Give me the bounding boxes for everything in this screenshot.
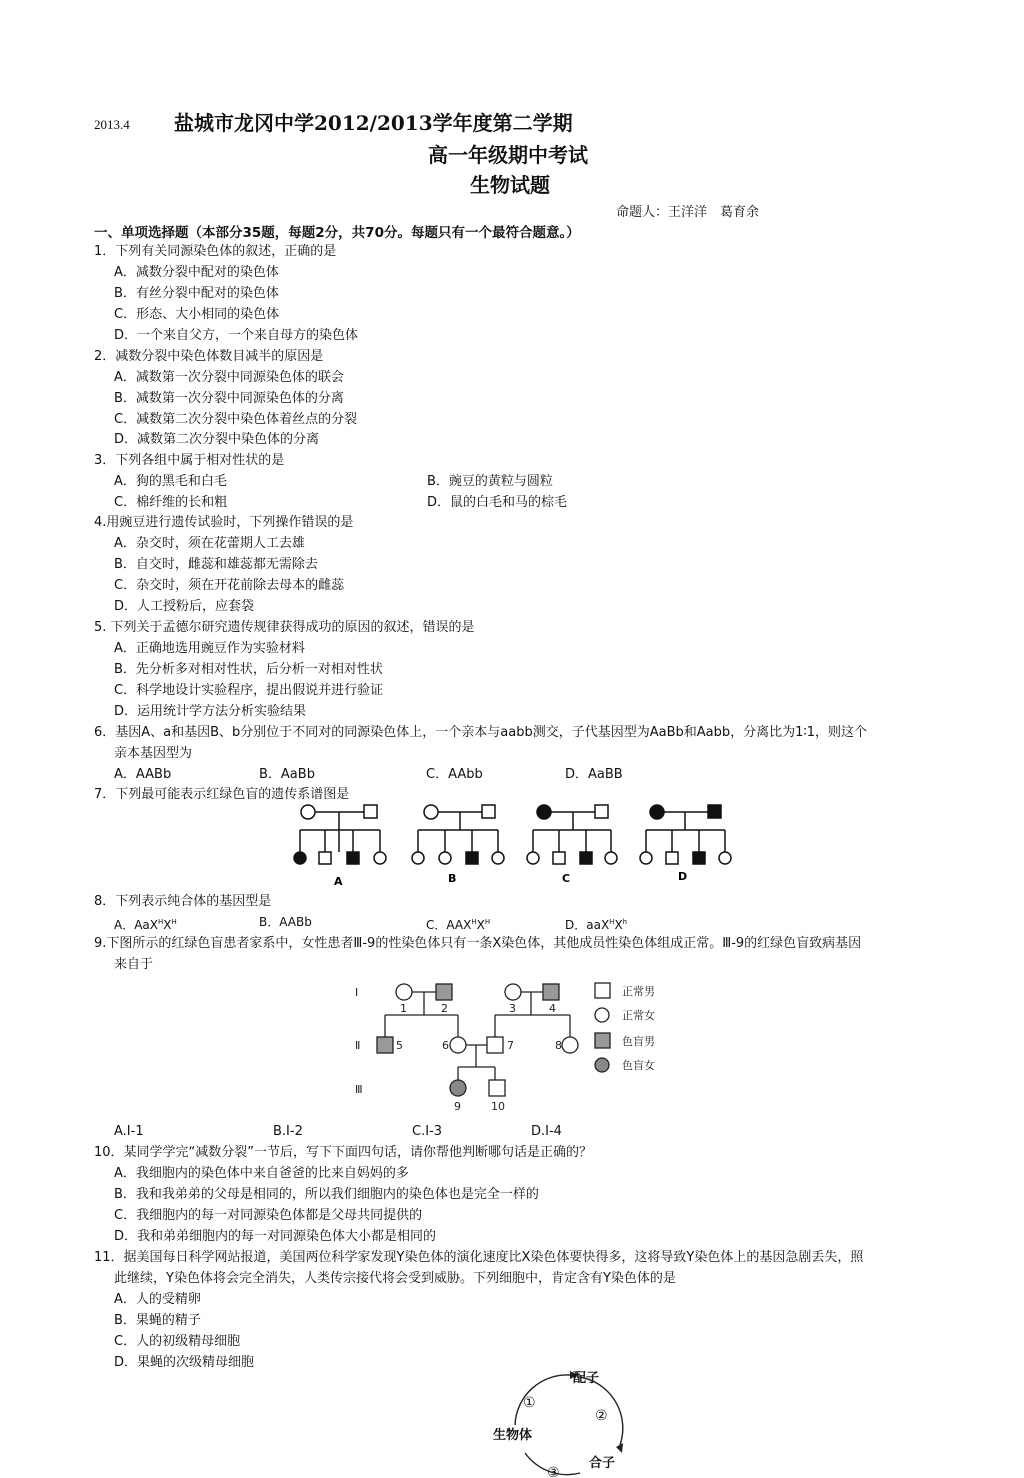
question-5-stem: 5. 下列关于孟德尔研究遗传规律获得成功的原因的叙述，错误的是 — [94, 620, 475, 635]
question-5-option-b: B．先分析多对相对性状，后分析一对相对性状 — [114, 662, 383, 677]
organism-label: 生物体 — [493, 1428, 533, 1443]
question-3-option-d: D．鼠的白毛和马的棕毛 — [427, 495, 568, 510]
num-9: 9 — [454, 1100, 461, 1113]
question-10-option-b: B．我和我弟弟的父母是相同的，所以我们细胞内的染色体也是完全一样的 — [114, 1187, 539, 1202]
question-3-option-c: C．棉纤维的长和粗 — [114, 495, 228, 510]
color-blindness-pedigree — [350, 975, 690, 1117]
member-6 — [450, 1037, 466, 1053]
pedigree-d — [640, 805, 731, 864]
gen-label-3: Ⅲ — [355, 1083, 363, 1096]
step-2-label: ② — [595, 1408, 608, 1424]
pedigree-label-a: A — [334, 875, 343, 888]
question-8-option-a: A．$AaX^HX^H$ — [114, 918, 177, 932]
gen-label-1: Ⅰ — [355, 986, 359, 999]
question-6-stem: 6．基因A、a和基因B、b分别位于不同对的同源染色体上，一个亲本与aabb测交，子代基因型为AaBb和Aabb，分离比为1∶1，则这个 — [94, 725, 868, 740]
question-7-stem: 7．下列最可能表示红绿色盲的遗传系谱图是 — [94, 787, 350, 802]
question-6-stem-cont: 亲本基因型为 — [114, 746, 193, 761]
member-2 — [436, 984, 452, 1000]
question-11-option-c: C．人的初级精母细胞 — [114, 1334, 241, 1349]
pedigree-options-figure — [285, 800, 745, 890]
question-9-option-a: A.Ⅰ-1 — [114, 1124, 144, 1139]
school-title: 盐城市龙冈中学2012/2013学年度第二学期 — [174, 111, 573, 135]
question-6-option-c: C．AAbb — [426, 767, 483, 782]
authors: 命题人：王洋洋 葛育余 — [616, 205, 760, 220]
pedigree-label-c: C — [562, 872, 571, 885]
member-8 — [562, 1037, 578, 1053]
member-4 — [543, 984, 559, 1000]
member-9 — [450, 1080, 466, 1096]
pedigree-label-d: D — [678, 870, 688, 883]
num-5: 5 — [396, 1039, 403, 1052]
question-9-option-d: D.Ⅰ-4 — [531, 1124, 562, 1139]
question-10-stem: 10．某同学学完“减数分裂”一节后，写下下面四句话，请你帮他判断哪句话是正确的？ — [94, 1145, 593, 1160]
question-5-option-c: C．科学地设计实验程序，提出假说并进行验证 — [114, 683, 384, 698]
question-11-option-a: A．人的受精卵 — [114, 1292, 201, 1307]
question-10-option-d: D．我和弟弟细胞内的每一对同源染色体大小都是相同的 — [114, 1229, 437, 1244]
question-4-option-d: D．人工授粉后，应套袋 — [114, 599, 255, 614]
question-2-option-c: C．减数第二次分裂中染色体着丝点的分裂 — [114, 412, 358, 427]
question-3-option-a: A．狗的黑毛和白毛 — [114, 474, 227, 489]
question-2-stem: 2．减数分裂中染色体数目减半的原因是 — [94, 349, 324, 364]
exam-title: 高一年级期中考试 — [428, 143, 588, 167]
section-heading: 一、单项选择题（本部分35题，每题2分，共70分。每题只有一个最符合题意。） — [94, 225, 580, 241]
question-11-option-b: B．果蝇的精子 — [114, 1313, 201, 1328]
pedigree-c — [527, 805, 617, 864]
member-1 — [396, 984, 412, 1000]
question-4-option-a: A．杂交时，须在花蕾期人工去雄 — [114, 536, 305, 551]
legend-normal-female: 正常女 — [622, 1009, 655, 1022]
question-2-option-b: B．减数第一次分裂中同源染色体的分离 — [114, 391, 344, 406]
member-10 — [489, 1080, 505, 1096]
num-3: 3 — [509, 1002, 516, 1015]
zygote-label: 合子 — [589, 1456, 616, 1471]
life-cycle-diagram — [485, 1365, 645, 1478]
question-11-stem-cont: 此继续，Y染色体将会完全消失，人类传宗接代将会受到威胁。下列细胞中，肯定含有Y染色体的是 — [114, 1271, 676, 1286]
member-3 — [505, 984, 521, 1000]
question-1-stem: 1．下列有关同源染色体的叙述，正确的是 — [94, 244, 337, 259]
question-2-option-a: A．减数第一次分裂中同源染色体的联会 — [114, 370, 344, 385]
num-6: 6 — [442, 1039, 449, 1052]
num-7: 7 — [507, 1039, 514, 1052]
gamete-label: 配子 — [573, 1371, 600, 1386]
legend-affected-male: 色盲男 — [622, 1035, 655, 1048]
question-11-stem: 11．据美国每日科学网站报道，美国两位科学家发现Y染色体的演化速度比X染色体要快得多，这将导致Y染色体上的基因急剧丢失，照 — [94, 1250, 864, 1265]
question-3-option-b: B．豌豆的黄粒与圆粒 — [427, 474, 553, 489]
pedigree-b — [412, 805, 504, 864]
question-6-option-a: A．AABb — [114, 767, 172, 782]
step-3-label: ③ — [547, 1465, 560, 1478]
member-7 — [487, 1037, 503, 1053]
question-9-stem: 9.下图所示的红绿色盲患者家系中，女性患者Ⅲ-9的性染色体只有一条X染色体，其他成员性染色体组成正常。Ⅲ-9的红绿色盲致病基因 — [94, 936, 862, 951]
legend-normal-male-symbol — [595, 983, 610, 998]
question-4-option-c: C．杂交时，须在开花前除去母本的雌蕊 — [114, 578, 345, 593]
question-2-option-d: D．减数第二次分裂中染色体的分离 — [114, 432, 320, 447]
question-9-stem-cont: 来自于 — [114, 957, 154, 972]
num-8: 8 — [555, 1039, 562, 1052]
gen-label-2: Ⅱ — [355, 1039, 361, 1052]
subject-title: 生物试题 — [470, 173, 550, 197]
legend-normal-female-symbol — [595, 1008, 609, 1022]
question-5-option-a: A．正确地选用豌豆作为实验材料 — [114, 641, 305, 656]
question-11-option-d: D．果蝇的次级精母细胞 — [114, 1355, 255, 1370]
legend-normal-male: 正常男 — [622, 985, 655, 998]
question-9-option-b: B.Ⅰ-2 — [273, 1124, 303, 1139]
legend-affected-female: 色盲女 — [622, 1059, 655, 1072]
question-4-option-b: B．自交时，雌蕊和雄蕊都无需除去 — [114, 557, 318, 572]
question-9-option-c: C.Ⅰ-3 — [412, 1124, 443, 1139]
num-4: 4 — [549, 1002, 556, 1015]
question-8-option-c: C．$AAX^HX^H$ — [426, 918, 491, 932]
exam-date: 2013.4 — [94, 117, 130, 132]
question-8-stem: 8．下列表示纯合体的基因型是 — [94, 894, 272, 909]
pedigree-label-b: B — [448, 872, 457, 885]
question-1-option-c: C．形态、大小相同的染色体 — [114, 307, 280, 322]
question-1-option-b: B．有丝分裂中配对的染色体 — [114, 286, 279, 301]
legend-affected-male-symbol — [595, 1033, 610, 1048]
question-6-option-b: B．AaBb — [259, 767, 315, 782]
num-10: 10 — [491, 1100, 505, 1113]
question-6-option-d: D．AaBB — [565, 767, 623, 782]
step-1-label: ① — [523, 1395, 536, 1411]
pedigree-a — [294, 805, 386, 864]
question-5-option-d: D．运用统计学方法分析实验结果 — [114, 704, 307, 719]
question-8-option-b: B．AABb — [259, 915, 312, 929]
legend-affected-female-symbol — [595, 1058, 609, 1072]
question-4-stem: 4.用豌豆进行遗传试验时，下列操作错误的是 — [94, 515, 354, 530]
member-5 — [377, 1037, 393, 1053]
question-1-option-d: D．一个来自父方，一个来自母方的染色体 — [114, 328, 359, 343]
num-2: 2 — [441, 1002, 448, 1015]
question-8-option-d: D．$aaX^HX^h$ — [565, 918, 628, 932]
question-10-option-c: C．我细胞内的每一对同源染色体都是父母共同提供的 — [114, 1208, 423, 1223]
question-1-option-a: A．减数分裂中配对的染色体 — [114, 265, 279, 280]
question-3-stem: 3．下列各组中属于相对性状的是 — [94, 453, 285, 468]
question-10-option-a: A．我细胞内的染色体中来自爸爸的比来自妈妈的多 — [114, 1166, 409, 1181]
num-1: 1 — [400, 1002, 407, 1015]
